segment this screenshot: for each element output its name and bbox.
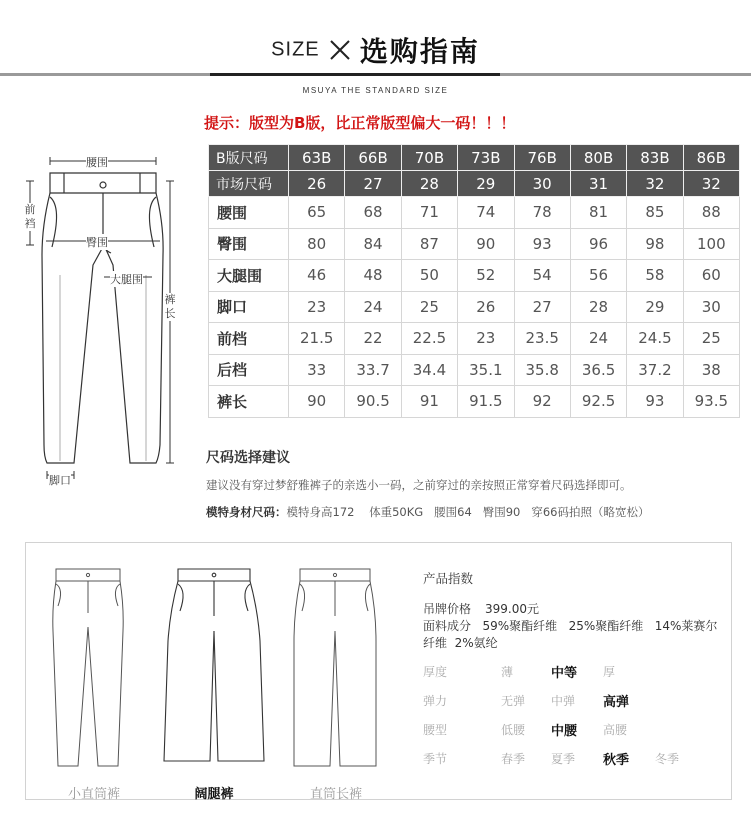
price-label: 吊牌价格	[423, 602, 472, 616]
row-label: 后档	[209, 354, 289, 386]
size-cell: 50	[401, 260, 457, 292]
measurement-row	[209, 197, 740, 229]
attribute-option: 薄	[501, 665, 514, 679]
waist-label: 腰围	[86, 156, 108, 169]
size-cell: 29	[627, 291, 683, 323]
advice-text: 建议没有穿过梦舒雅裤子的亲选小一码，之前穿过的亲按照正常穿着尺码选择即可。	[206, 478, 632, 492]
size-cell: 31	[570, 171, 626, 197]
advice-title: 尺码选择建议	[206, 450, 290, 466]
size-cell: 30	[683, 291, 739, 323]
measurement-row	[209, 323, 740, 355]
size-cell: 22	[345, 323, 401, 355]
size-cell: 83B	[627, 145, 683, 171]
length-label: 裤长	[164, 293, 176, 320]
size-cell: 25	[683, 323, 739, 355]
attribute-option: 春季	[501, 752, 526, 766]
attribute-option: 冬季	[655, 752, 680, 766]
size-cell: 25	[401, 291, 457, 323]
size-cell: 100	[683, 228, 739, 260]
row-label: B版尺码	[209, 145, 289, 171]
size-cell: 30	[514, 171, 570, 197]
size-cell: 54	[514, 260, 570, 292]
size-cell: 93	[514, 228, 570, 260]
size-cell: 92.5	[570, 386, 626, 418]
style-label: 直筒长裤	[309, 787, 362, 802]
size-cell: 65	[289, 197, 345, 229]
size-cell: 58	[627, 260, 683, 292]
style-option-wide-leg	[154, 561, 274, 801]
size-cell: 70B	[401, 145, 457, 171]
attribute-option: 中腰	[551, 724, 578, 739]
straight-long-pants-icon	[276, 561, 396, 776]
size-cell: 80	[289, 228, 345, 260]
size-cell: 36.5	[570, 354, 626, 386]
size-cell: 24	[345, 291, 401, 323]
size-cell: 88	[683, 197, 739, 229]
row-label: 前档	[209, 323, 289, 355]
size-cell: 26	[458, 291, 514, 323]
attribute-option: 秋季	[603, 753, 630, 768]
size-cell: 22.5	[401, 323, 457, 355]
style-option-slim-straight	[34, 561, 154, 801]
size-table	[208, 144, 740, 418]
size-cell: 24	[570, 323, 626, 355]
hem-label: 脚口	[49, 474, 71, 487]
size-cell: 91.5	[458, 386, 514, 418]
size-cell: 80B	[570, 145, 626, 171]
front-rise-label: 前裆	[24, 203, 36, 230]
row-label: 脚口	[209, 291, 289, 323]
row-label: 大腿围	[209, 260, 289, 292]
size-cell: 28	[570, 291, 626, 323]
row-label: 裤长	[209, 386, 289, 418]
product-info-box	[25, 542, 732, 800]
size-cell: 81	[570, 197, 626, 229]
size-cell: 78	[514, 197, 570, 229]
measurement-row	[209, 260, 740, 292]
size-cell: 68	[345, 197, 401, 229]
fabric-row	[423, 618, 728, 652]
attribute-option: 厚	[603, 665, 616, 679]
price-value: 399.00元	[485, 602, 540, 616]
size-cell: 29	[458, 171, 514, 197]
size-cell: 74	[458, 197, 514, 229]
size-cell: 60	[683, 260, 739, 292]
attribute-option: 高弹	[603, 695, 630, 710]
product-index-title: 产品指数	[423, 571, 474, 586]
size-cell: 24.5	[627, 323, 683, 355]
size-cell: 84	[345, 228, 401, 260]
style-label: 小直筒裤	[67, 787, 120, 802]
style-option-straight-long	[276, 561, 396, 801]
size-cell: 93.5	[683, 386, 739, 418]
wide-leg-pants-icon	[154, 561, 274, 776]
attribute-option: 中弹	[551, 694, 576, 708]
size-cell: 76B	[514, 145, 570, 171]
size-cell: 92	[514, 386, 570, 418]
measurement-row	[209, 354, 740, 386]
size-cell: 85	[627, 197, 683, 229]
size-cell: 96	[570, 228, 626, 260]
attribute-name: 季节	[423, 752, 448, 766]
model-info	[206, 504, 649, 520]
header-divider-accent	[210, 73, 500, 76]
size-cell: 21.5	[289, 323, 345, 355]
size-cell: 27	[514, 291, 570, 323]
size-cell: 71	[401, 197, 457, 229]
thigh-label: 大腿围	[110, 273, 143, 286]
attribute-option: 无弹	[501, 694, 526, 708]
size-cell: 90.5	[345, 386, 401, 418]
size-cell: 91	[401, 386, 457, 418]
attribute-option: 中等	[551, 666, 578, 681]
size-cell: 46	[289, 260, 345, 292]
measurement-row	[209, 228, 740, 260]
measurement-row	[209, 291, 740, 323]
size-cell: 23	[289, 291, 345, 323]
attribute-option: 夏季	[551, 752, 576, 766]
times-icon	[327, 37, 353, 63]
attribute-name: 腰型	[423, 723, 448, 737]
row-label: 市场尺码	[209, 171, 289, 197]
title-cn: 选购指南	[359, 35, 480, 68]
size-cell: 34.4	[401, 354, 457, 386]
size-notice: 提示：版型为B版，比正常版型偏大一码！！！	[204, 114, 516, 132]
attribute-option: 低腰	[501, 723, 526, 737]
price-row	[423, 600, 539, 617]
size-cell: 87	[401, 228, 457, 260]
size-cell: 28	[401, 171, 457, 197]
size-cell: 73B	[458, 145, 514, 171]
pants-measurement-diagram	[18, 145, 200, 490]
size-cell: 26	[289, 171, 345, 197]
size-cell: 63B	[289, 145, 345, 171]
size-cell: 23.5	[514, 323, 570, 355]
size-cell: 33.7	[345, 354, 401, 386]
size-cell: 32	[683, 171, 739, 197]
guide-title	[0, 30, 751, 70]
model-info-label: 模特身材尺码：	[206, 505, 287, 519]
size-word: SIZE	[271, 38, 320, 61]
size-cell: 32	[627, 171, 683, 197]
slim-straight-pants-icon	[34, 561, 154, 776]
row-label: 腰围	[209, 197, 289, 229]
style-label: 阔腿裤	[194, 787, 234, 802]
size-cell: 38	[683, 354, 739, 386]
attribute-name: 厚度	[423, 665, 448, 679]
fabric-value: 59%聚酯纤维 25%聚酯纤维 14%莱赛尔纤维 2%氨纶	[423, 619, 718, 650]
attribute-name: 弹力	[423, 694, 448, 708]
measurement-row	[209, 386, 740, 418]
size-cell: 90	[458, 228, 514, 260]
size-cell: 37.2	[627, 354, 683, 386]
size-cell: 35.1	[458, 354, 514, 386]
size-header-row	[209, 171, 740, 197]
size-cell: 98	[627, 228, 683, 260]
size-header-row	[209, 145, 740, 171]
size-cell: 56	[570, 260, 626, 292]
row-label: 臀围	[209, 228, 289, 260]
header-subtitle: MSUYA THE STANDARD SIZE	[302, 86, 449, 95]
size-cell: 35.8	[514, 354, 570, 386]
size-cell: 33	[289, 354, 345, 386]
hip-label: 臀围	[86, 236, 108, 249]
size-cell: 23	[458, 323, 514, 355]
attribute-option: 高腰	[603, 723, 628, 737]
size-cell: 66B	[345, 145, 401, 171]
size-cell: 90	[289, 386, 345, 418]
model-info-text: 模特身高172 体重50KG 腰围64 臀围90 穿66码拍照（略宽松）	[286, 505, 650, 519]
size-cell: 48	[345, 260, 401, 292]
size-cell: 93	[627, 386, 683, 418]
size-cell: 52	[458, 260, 514, 292]
size-cell: 27	[345, 171, 401, 197]
fabric-label: 面料成分	[423, 619, 472, 633]
size-cell: 86B	[683, 145, 739, 171]
